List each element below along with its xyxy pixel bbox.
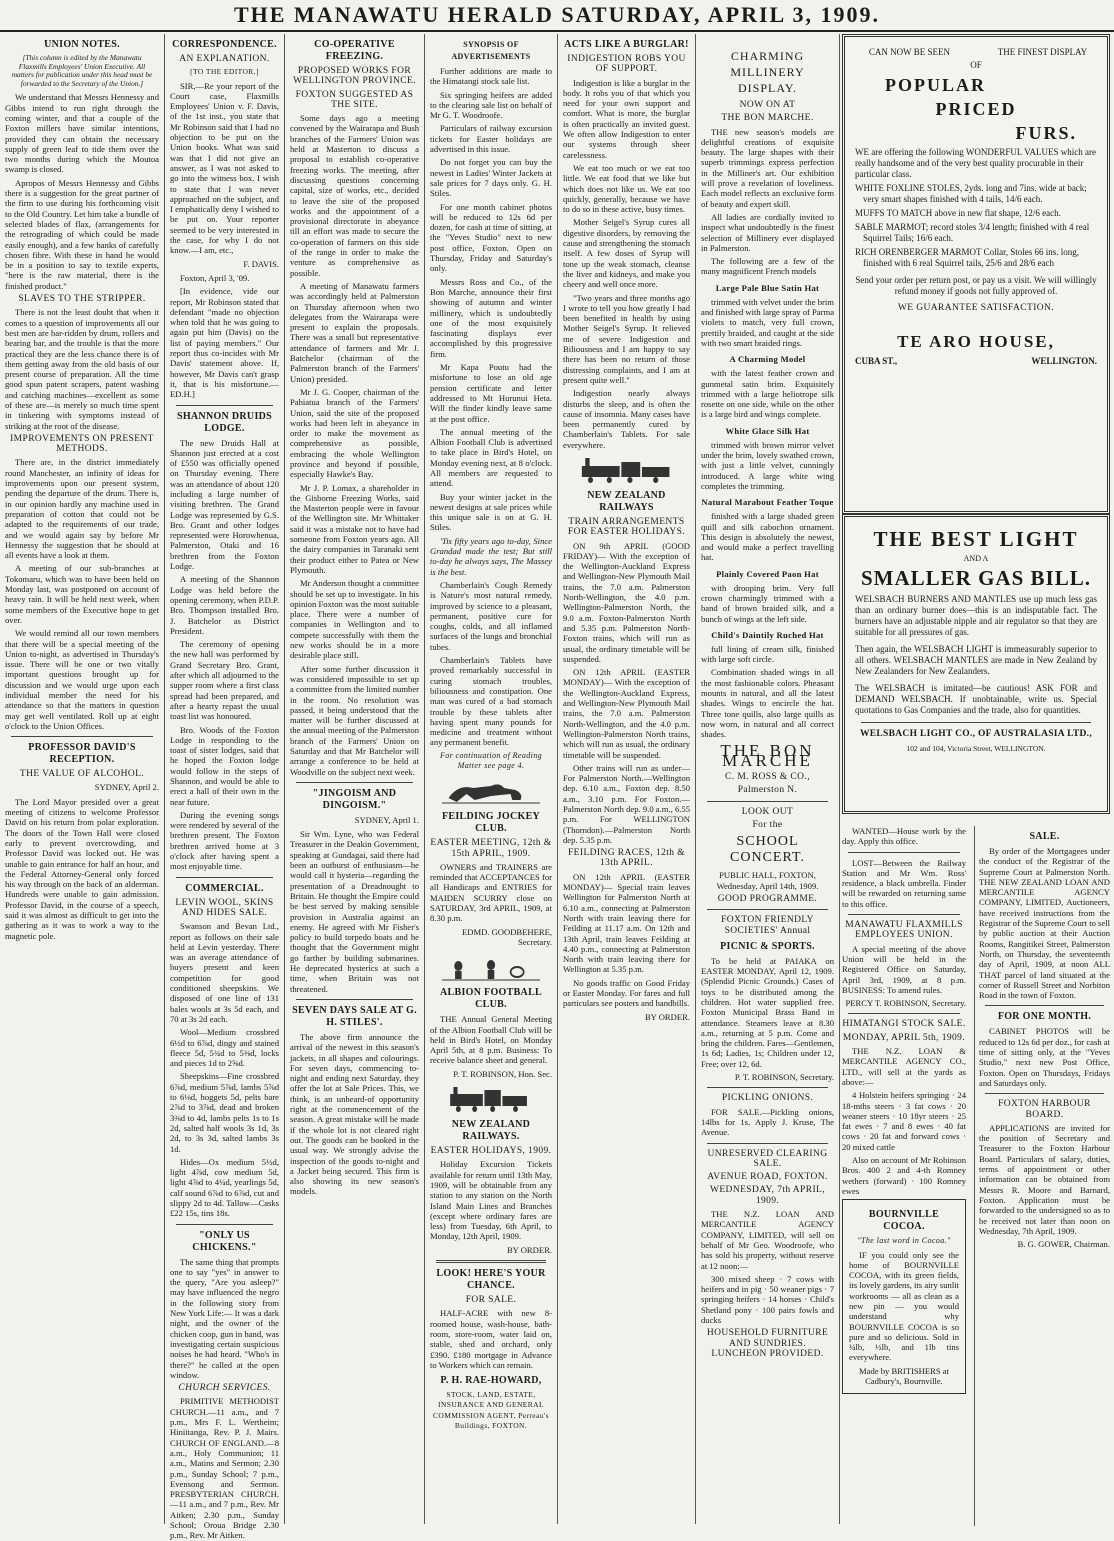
subheading: INDIGESTION ROBS YOU OF SUPPORT. xyxy=(567,54,686,75)
store-street: CUBA ST., xyxy=(855,356,898,366)
article-paragraph: Some days ago a meeting convened by the Wairarapa and Bush branches of the Farmers' Union was held at Masterton to discuss a proposal to establish co-operative freezing works. The meeting, after discussing questions concerning capital, size of works, etc., decided to leave the site of the proposed works and the appointment of a provisional directorate in abeyance till an effort was made to secure the co-operation of farmers on this side of the range in order to make the venture as comprehensive as possible. xyxy=(290,113,419,278)
article-paragraph: The ceremony of opening the new hall was performed by Grand Secretary Bro. Grant, after which all adjourned to the supper room where a first class spread had been prepared, and after a hearty repast the usual toast list was honoured. xyxy=(170,639,279,722)
ad-paragraph: Holiday Excursion Tickets available for return until 13th May, 1909, will be obtainable from any station to any station on the North Island Main Lines and Branches (except where ordinary fares are less) from Tuesday, 6th April, to Monday, 12th April, 1909. xyxy=(430,1159,552,1242)
subheading: EASTER HOLIDAYS, 1909. xyxy=(430,1146,552,1157)
subheading: GOOD PROGRAMME. xyxy=(717,893,818,904)
ad-paragraph: Send your order per return post, or pay us a visit. We will willingly refund money if goods not fully approved of. xyxy=(855,275,1097,296)
subheading: MONDAY, APRIL 5th, 1909. xyxy=(842,1032,966,1043)
article-paragraph: Swanson and Bevan Ltd., report as follows on their sale held at Levin yesterday. There was an average attendance of buyers present and keen competition for good conditioned sheepskins. We disposed of one line of 131 bales wools at 3s 5d each, and 70 at 3s 2d each. xyxy=(170,921,279,1024)
harbour-board-heading: FOXTON HARBOUR BOARD. xyxy=(998,1099,1091,1120)
company-address: 102 and 104, Victoria Street, WELLINGTON. xyxy=(906,744,1046,753)
classified-ad: WANTED—House work by the day. Apply this office. xyxy=(842,826,966,847)
ad-paragraph: PUBLIC HALL, FOXTON, Wednesday, April 14th, 1909. xyxy=(716,870,819,891)
hat-description: finished with a large shaded green quill and silk cabochon ornament. This design is absolutely the newest, and would make a perfect travelling hat. xyxy=(701,511,834,563)
ad-list: 300 mixed sheep · 7 cows with heifers and in pig · 50 weaner pigs · 7 springing heifers · 14 horses · Child's Shetland pony · 100 pairs fowls and ducks xyxy=(701,1273,834,1326)
subheading: AVENUE ROAD, FOXTON. xyxy=(707,1172,828,1183)
article-paragraph: PRIMITIVE METHODIST CHURCH.—11 a.m., and 7 p.m., Mrs F. L. Wertheim; Hiniitanga, Rev. P. J. Mairs. CHURCH OF ENGLAND.—8 a.m., Holy Communion; 11 a.m., Matins and Sermon; 2.30 p.m., Sunday School; 7 p.m., Evensong and Sermon. PRESBYTERIAN CHURCH.—11 a.m., and 7 p.m., Rev. Mr Aitken; 2.30 p.m., Sunday School; Oroua Bridge 2.30 p.m., Rev. Mr Aitken. xyxy=(170,1396,279,1541)
article-paragraph: The new Druids Hall at Shannon just erected at a cost of £550 was officially opened on Thursday evening. There was an attendance of about 120 including a large number of visiting brethren. The Grand Lodge was represented by G.S. Bro. Grant and other lodges represented were Horowhenua, Palmerston, Otaki and 16 brethren from the Foxton Lodge. xyxy=(170,437,279,572)
ad-signature: B. G. GOWER, Chairman. xyxy=(1017,1239,1110,1250)
correspondence-heading: CORRESPONDENCE. xyxy=(172,39,277,50)
divider xyxy=(707,1087,828,1088)
subheading: THE VALUE OF ALCOHOL. xyxy=(19,769,145,780)
ad-signature: EDMD. GOODBEHERE, Secretary. xyxy=(462,926,552,947)
hat-description: with drooping brim. Very full crown charmingly trimmed with a band of brown braided silk, and a bunch of wings at the left side. xyxy=(701,582,834,624)
synopsis-item: Six springing heifers are added to the clearing sale list on behalf of Mr G. T. Woodroofe. xyxy=(430,89,552,121)
synopsis-item: Buy your winter jacket in the newest designs at sale prices while this unique sale is on at G. H. Stiles. xyxy=(430,491,552,533)
article-paragraph: The above firm announce the arrival of the newest in this season's jackets, in all shapes and colourings. For seven days, commencing to-night and ending next Saturday, they offer the lot at Sale Prices. This, we think, is an unheard-of opportunity right at the commencement of the season. A great mistake will be made if the whole lot is not cleared right out. The goods can be booked in the usual way. We strongly advise the inspection of the goods to-night and a Jacket being secured. This firm is also showing its new season's models. xyxy=(290,1031,419,1197)
te-aro-house: TE ARO HOUSE, xyxy=(897,332,1055,351)
poem: 'Tis fifty years ago to-day, Since Grandad made the test; But still to-day he always says, The Massey is the best. xyxy=(430,535,552,577)
ad-paragraph: The WELSBACH is imitated—be cautious! ASK FOR and DEMAND WELSBACH. If unobtainable, write us. Special quotations to Gas Companies and the trade, also for quantities. xyxy=(855,683,1097,715)
article-paragraph: A meeting of our sub-branches at Tokomaru, which was to have been held on Monday last, was postponed on account of heavy rain. It will be held next week, when some members of the Executive hope to get over. xyxy=(5,563,159,625)
jingoism-heading: "JINGOISM AND DINGOISM." xyxy=(312,787,397,811)
school-concert-heading: SCHOOL CONCERT. xyxy=(730,834,805,866)
ad-paragraph: ON 12th APRIL (EASTER MONDAY)— With the exception of the Wellington-Auckland Express, and Wellington-New Plymouth Mail trains, the 7.0 a.m. Palmerston North-Wellington, and the 4.0 p.m. Wellington-Palmerston North trains, which will run as usual, the ordinary timetable will be suspended. xyxy=(563,667,690,760)
ad-signature: P. T. ROBINSON, Secretary. xyxy=(734,1072,834,1083)
hat-description: full lining of cream silk, finished with large soft circle. xyxy=(701,643,834,665)
column-4 xyxy=(425,34,557,1524)
divider xyxy=(848,1013,960,1014)
bournville-slogan: "The last word in Cocoa." xyxy=(857,1236,951,1246)
clearing-sale-heading: UNRESERVED CLEARING SALE. xyxy=(707,1148,828,1169)
fur-item: RICH ORENBERGER MARMOT Collar, Stoles 66 ins. long, finished with 6 real Squirrel tails, 25/6 and 28/6 each xyxy=(855,247,1079,268)
divider xyxy=(707,909,828,910)
subheading: HOUSEHOLD FURNITURE AND SUNDRIES. LUNCHEON PROVIDED. xyxy=(706,1328,829,1359)
furs-advertisement xyxy=(842,34,1110,514)
pickling-heading: PICKLING ONIONS. xyxy=(721,1093,814,1104)
feilding-jockey-heading: FEILDING JOCKEY CLUB. xyxy=(441,811,541,835)
union-heading: MANAWATU FLAXMILLS EMPLOYEES UNION. xyxy=(845,920,963,941)
divider xyxy=(11,736,153,737)
ad-label: CAN NOW BE SEEN xyxy=(868,47,950,57)
synopsis-item: Chamberlain's Tablets have proved remarkably successful in curing stomach troubles, biliousness and constipation. One man was cured of a bad stomach trouble by these tablets after having spent many pounds for medicine and treatment without any permanent benefit. xyxy=(430,655,552,748)
synopsis-item: For one month cabinet photos will be reduced to 12s 6d per dozen, for cash at time of sitting, at the "Yeves Studio" next to new post office, Foxton. Open on Thursday, Friday and Saturday's only. xyxy=(430,201,552,274)
agent-name: P. H. RAE-HOWARD, xyxy=(440,1375,542,1387)
himatangi-heading: HIMATANGI STOCK SALE. xyxy=(842,1019,966,1030)
ad-paragraph: ON 9th APRIL (GOOD FRIDAY)— With the exception of the Wellington-Auckland Express and Wellington-New Plymouth Mail trains, the 7.0 a.m. Palmerston North-Wellington, the 4.0 p.m. Wellington-Palmerston North, the 9.0 a.m. Foxton-Palmerston North and 5.35 p.m. Palmerston North-Foxton trains, which will run as usual, the ordinary timetable will be suspended. xyxy=(563,540,690,664)
ad-label: AND A xyxy=(963,554,989,563)
subheading: NOW ON AT xyxy=(739,100,796,110)
priced-heading: PRICED xyxy=(935,99,1017,119)
welsbach-advertisement xyxy=(842,514,1110,814)
divider xyxy=(861,722,1091,723)
ad-paragraph: WE are offering the following WONDERFUL VALUES which are really handsome and of the very best quality procurable in their particular class. xyxy=(855,147,1096,179)
divider xyxy=(296,999,413,1000)
column-7b xyxy=(974,826,1110,1526)
letter-signature: F. DAVIS. xyxy=(243,258,279,269)
article-paragraph: After some further discussion it was considered impossible to set up a committee from the limited number in the room. No resolution was passed, it being understood that the matter will be further discussed at the annual meeting of the Palmerston branch of the Farmers' Union on Saturday and that Mr Batchelor will arrange a conference to be held at Woodville on the subject next week. xyxy=(290,663,419,777)
ad-paragraph: Mother Seigel's Syrup cures all digestive disorders, by removing the cause and strengthening the stomach itself. A few doses of Syrup will tone up the weak stomach, cleanse the liver and kidneys, and make you cheery and well once more. xyxy=(563,217,690,290)
company-name: WELSBACH LIGHT CO., OF AUSTRALASIA LTD., xyxy=(859,729,1093,739)
bon-marche-logo: THE BON MARCHE xyxy=(720,740,815,770)
article-paragraph: A meeting of the Shannon Lodge was held before the opening ceremony, when P.D.P. Bro. Thompson installed Bro. J. Batchelor as District President. xyxy=(170,574,279,636)
chickens-heading: "ONLY US CHICKENS." xyxy=(192,1229,257,1253)
furs-heading: FURS. xyxy=(1015,123,1077,143)
ad-paragraph: Indigestion is like a burglar in the body. It robs you of that which you need for your own support and comfort. What is more, the burglar is often practically an invited guest. We often allow Indigestion to enter our systems through sheer carelessness. xyxy=(563,77,690,160)
ad-list: Also on account of Mr Robinson Bros. 400 2 and 4-th Romney wethers (forward) · 100 Romney ewes xyxy=(842,1155,966,1196)
ad-paragraph: Indigestion nearly always disturbs the sleep, and is often the cause of insomnia. Many cases have been permanently cured by Chamberlain's Tablets. For sale everywhere. xyxy=(563,388,690,450)
subheading: FOXTON FRIENDLY SOCIETIES' Annual xyxy=(721,915,814,936)
ad-paragraph: FOR SALE.—Pickling onions, 14lbs for 1s. Apply J. Kruse, The Avenue. xyxy=(701,1106,834,1138)
letter-paragraph: SIR,—Re your report of the Court case, Flaxmills Employees' Union v. F. Davis, of the 1st inst., you state that Mr Robinson said that I had no objection to be put on the Union books. What was said was that I did not give an answer, as I was not asked to go into the witness box. I wish to state that I was never approached on the subject, and I emphatically deny I wished to be put on. Your reporter seemed to be very interested in the case, for why I do not know.—I am, etc., xyxy=(170,80,279,256)
article-paragraph: Sheepskins—Fine crossbred 6⅞d, medium 5⅞d, lambs 5⅞d to 6⅛d, hoggets 5d, pelts bare 2⅞d to 3⅞d, dead and broken 3⅜d to 4d, lambs pelts 1s to 1s 2d, salted half wools 3s 1d, 3s 2d, to 3s 3d, salted lambs 3s 1d. xyxy=(170,1071,279,1154)
bournville-advertisement xyxy=(842,1199,966,1394)
dateline: SYDNEY, April 1. xyxy=(354,814,419,825)
subheading: FOXTON SUGGESTED AS THE SITE. xyxy=(295,89,414,110)
sale-heading: SALE. xyxy=(1029,831,1060,842)
synopsis-item: Messrs Ross and Co., of the Bon Marche, announce their first showing of autumn and winter millinery, which is undoubtedly one of the most exquisitely fascinating displays ever accomplished by this progressive firm. xyxy=(430,276,552,359)
divider xyxy=(707,801,828,802)
to-editor: [TO THE EDITOR.] xyxy=(190,67,259,77)
dateline: SYDNEY, April 2. xyxy=(94,782,159,793)
ad-list: 4 Holstein heifers springing · 24 18-mths steers · 3 fat cows · 20 weaner steers · 10 18yr steers · 25 fat ewes · 7 and 8 ewes · 40 fat cows · 20 fat and forward cows · 20 mixed cattle xyxy=(842,1090,966,1152)
column-rule xyxy=(839,34,840,1524)
article-paragraph: The Lord Mayor presided over a great meeting of citizens to welcome Professor David on his return from polar exploration. The doors of the Town Hall were closed early to prevent overcrowding, and Professor David was locked out. He was unable to gain entrance for half an hour, and the Federal Attorney-General only forced his way through on the back of an alderman. Hundreds were unable to gain admission. Professor David, in the course of a speech, said it was almost as difficult to get into the gathering as it was to work a way to the magnetic pole. xyxy=(5,796,159,941)
article-paragraph: We would remind all our town members that there will be a special meeting of the Union to-night, as advertised in Thursday's issue. There will be one or two vitally important questions brought up for discussion and we would urge upon each individual member the need for his attendance so that the matters in question may get well ventilated. Roll up at eight o'clock to the Union Offices. xyxy=(5,628,159,731)
divider xyxy=(436,1260,546,1263)
letter-date: Foxton, April 3, '09. xyxy=(180,272,250,283)
store-name: C. M. ROSS & CO., xyxy=(725,772,810,783)
article-paragraph: During the evening songs were rendered by several of the brethren present. The Foxton brethren arrived home at 3 o'clock after having spent a most enjoyable time. xyxy=(170,809,279,872)
synopsis-item: Chamberlain's Cough Remedy is Nature's most natural remedy, improved by science to a pleasant, permanent, positive cure for coughs, colds, and all inflamed surfaces of the lungs and bronchial tubes. xyxy=(430,579,552,652)
ad-paragraph: WELSBACH BURNERS AND MANTLES use up much less gas than an ordinary burner does—this is an indisputable fact. The burners have an adjustable nipple and air regulator so that they are suitable for all pressures of gas. xyxy=(855,594,1097,637)
ad-label: THE FINEST DISPLAY xyxy=(997,47,1088,57)
classified-ad: LOST—Between the Railway Station and Mr Wm. Ross' residence, a black umbrella. Finder will be rewarded on returning same to this office. xyxy=(842,857,966,909)
hat-title: White Glace Silk Hat xyxy=(725,425,810,436)
popular-heading: POPULAR xyxy=(885,75,986,95)
hat-title: Plainly Covered Paon Hat xyxy=(716,568,819,579)
article-paragraph: Bro. Woods of the Foxton Lodge in responding to the toast of sister lodges, said that he hoped the Foxton lodge would follow in the steps of Shannon, and would be able to erect a hall of their own in the near future. xyxy=(170,724,279,807)
article-paragraph: There is not the least doubt that when it comes to a question of improvements all our best men are bar-ridden by drum, rollers and bearing bar, and the trouble is that the more practical they are the less chance there is of them getting away from the old basis of our present course of preparation. All the time good spun patent scrapers, patent washing and catching machines—excellent as some of these are—is merely so much time spent in tinkering with symptoms instead of striking at the root of the disease. xyxy=(5,307,159,431)
store-city: WELLINGTON. xyxy=(1031,356,1097,366)
ad-paragraph: THE Annual General Meeting of the Albion Football Club will be held in Bird's Hotel, on Monday April 5th, at 8 p.m. Business: To receive balance sheet and general. xyxy=(430,1014,552,1066)
ad-paragraph: APPLICATIONS are invited for the position of Secretary and Treasurer to the Foxton Harbour Board. Particulars of salary, duties, terms of appointment or other information can be obtained from Messrs R. Moore and Barnard, Foxton. Application must be forwarded to the undersigned so as to be received not later than noon on Wednesday, 7th April, 1909. xyxy=(979,1122,1110,1236)
synopsis-item: Do not forget you can buy the newest in Ladies' Winter Jackets at sale prices for 7 days only. G. H. Stiles. xyxy=(430,157,552,199)
ad-paragraph: The following are a few of the many magnificent French models xyxy=(701,256,834,277)
ad-paragraph: Then again, the WELSBACH LIGHT is immeasurably superior to all others. WELSBACH MANTLES are made in New Zealand by New Zealanders for New Zealanders. xyxy=(855,644,1097,676)
football-illustration xyxy=(442,952,540,982)
ad-paragraph: Made by BRITISHERS at Cadbury's, Bournville. xyxy=(859,1365,949,1387)
article-paragraph: We understand that Messrs Hennessy and Gibbs intend to run right through the coming winter, and that a couple of the Foxton millers have similar intentions, provided they can obtain the necessary supply of green leaf to tide them over the two months during which the Moutoa swamp is closed. xyxy=(5,92,159,175)
best-light-heading: THE BEST LIGHT xyxy=(873,527,1079,551)
ad-paragraph: "Two years and three months ago I wrote to tell you how greatly I had been benefited in health by using Mother Seigel's Syrup. It relieved me of severe Indigestion and Biliousness and I am happy to say there has been no return of those distressing complaints, and I am at present quite well." xyxy=(563,292,690,385)
synopsis-item: The annual meeting of the Albion Football Club is advertised to take place in Bird's Hotel, on Monday evening next, at 8 o'clock. All members are requested to attend. xyxy=(430,426,552,489)
article-paragraph: Wool—Medium crossbred 6½d to 6⅞d, dingy and stained fleece 5d, 5¾d to 5⅜d, locks and pieces 1d to 2⅝d. xyxy=(170,1027,279,1069)
divider xyxy=(848,914,960,915)
fur-item: MUFFS TO MATCH above in new flat shape, 12/6 each. xyxy=(855,208,1061,218)
racehorse-illustration xyxy=(442,776,540,806)
ad-paragraph: HALF-ACRE with new 8-roomed house, wash-house, bath-room, store-room, water laid on, stable, shed and orchard, only £390. £180 mortgage in Advance to Workers which can remain. xyxy=(430,1308,552,1370)
ad-paragraph: THE new season's models are delightful creations of exquisite beauty. The large shapes with their superb trimmings express perfection in the Milliner's art. Our exhibition will prove a revelation of loveliness. Each model reflects an exclusive form of beauty and expert skill. xyxy=(701,126,834,209)
synopsis-item: Mr Kapa Poutu had the misfortune to lose an old age pension certificate and letter addressed to Mt Hurunui Heta. Will the finder kindly leave same at the post office. xyxy=(430,362,552,424)
subheading: IMPROVEMENTS ON PRESENT METHODS. xyxy=(10,433,154,455)
column-6 xyxy=(696,34,839,1524)
ad-label: OF xyxy=(970,60,982,70)
nz-railways-heading: NEW ZEALAND RAILWAYS. xyxy=(451,1119,531,1143)
column-1 xyxy=(0,34,164,1524)
subheading: THE BON MARCHE. xyxy=(721,113,814,124)
divider xyxy=(848,852,960,853)
train-illustration xyxy=(442,1084,540,1114)
ad-signature: BY ORDER. xyxy=(506,1244,552,1255)
ad-signature: BY ORDER. xyxy=(644,1011,690,1022)
smaller-gas-bill-heading: SMALLER GAS BILL. xyxy=(861,566,1091,590)
ad-paragraph: IF you could only see the home of BOURNVILLE COCOA, with its green fields, its lovely gardens, its airy sunlit workrooms — all as clean as a new pin — you would understand why BOURNVILLE COCOA is so pure and so delicious. Sold in ¼lb, ½lb, and 1lb tins everywhere. xyxy=(849,1249,959,1363)
article-paragraph: Mr Anderson thought a committee should be set up to investigate. In his opinion Foxton was the most suitable place. There were a number of companies in Wellington and to compete successfully with them the new works should be in a more desirable place still. xyxy=(290,578,419,661)
look-heading: LOOK! HERE'S YOUR CHANCE. xyxy=(436,1268,546,1292)
divider xyxy=(985,1093,1104,1094)
fur-item: WHITE FOXLINE STOLES, 2yds. long and 7ins. wide at back; very smart shapes finished with 4 tails, 14/6 each. xyxy=(855,183,1087,204)
divider xyxy=(985,1005,1104,1006)
fur-item: SABLE MARMOT; record stoles 3/4 length; finished with 4 real Squirrel Tails; 16/6 each. xyxy=(855,222,1090,243)
article-paragraph: Sir Wm. Lyne, who was Federal Treasurer in the Deakin Government, speaking at Gundagai, said there had been an outburst of enthusiasm—he would call it hysteria—regarding the presentation of a Dreadnought to Britain. He thought the Empire could be best served by making sensible provision in Australia against an enemy. He agreed with Mr Fisher's policy to build torpedo boats and he thought that the Government might go farther by building submarines. He deprecated hysterics at such a time, when Britain was not threatened. xyxy=(290,829,419,994)
hat-title: Child's Daintily Ruched Hat xyxy=(711,629,824,640)
masthead-title: THE MANAWATU HERALD SATURDAY, APRIL 3, 1909. xyxy=(233,2,881,27)
hat-description: trimmed with velvet under the brim and finished with large spray of Parma violets to match, very full crown, prettily braided, and caught at the side with two smart braided rings. xyxy=(701,296,835,348)
subheading: FEILDING RACES, 12th & 13th APRIL. xyxy=(568,848,685,869)
hat-title: Natural Marabout Feather Toque xyxy=(701,497,834,508)
article-paragraph: A meeting of Manawatu farmers was accordingly held at Palmerston on Thursday afternoon when two delegates from the Wairarapa were present to explain the proposals. There was a small but representative attendance of farmers and Mr J. Batchelor (chairman of the Palmerston branch of the Farmers' Union) presided. xyxy=(290,280,419,384)
hat-title: A Charming Model xyxy=(729,354,806,365)
picnic-heading: PICNIC & SPORTS. xyxy=(720,940,815,952)
ad-paragraph: By order of the Mortgagees under the conduct of the Registrar of the Supreme Court at Palmerston North. THE NEW ZEALAND LOAN AND MERCANTILE AGENCY COMPANY, LIMITED, Auctioneers, have received instructions from the Registrar of the Supreme Court to sell by public auction at their Auction Rooms, Rangitikei Street, Palmerston North, on Thursday, the seventeenth day of April, 1909, at noon ALL THAT parcel of land situated at the corner of Russell Street and Norbiton Road in the town of Foxton. xyxy=(979,846,1110,1001)
continuation-note: For continuation of Reading Matter see page 4. xyxy=(439,750,543,770)
hat-description: trimmed with brown mirror velvet under the brim, lovely swathed crown, with just a little velvet, cunningly introduced. A large white wing completes the trimming. xyxy=(701,439,834,491)
ad-paragraph: THE N.Z. LOAN & MERCANTILE AGENCY CO., LTD., will sell at the yards as above:— xyxy=(842,1046,966,1087)
divider xyxy=(296,782,413,783)
hat-title: Large Pale Blue Satin Hat xyxy=(715,282,820,293)
commercial-heading: COMMERCIAL. xyxy=(185,882,264,894)
article-paragraph: Mr J. P. Lomax, a shareholder in the Gisborne Freezing Works, said the Masterton people were in favour of the Wellington site. Mr Whittaker said it was a mistake not to have had someone from Foxton years ago. All the dairy companies in Taranaki sent their product either to Patea or New Plymouth. xyxy=(290,482,419,575)
ad-paragraph: OWNERS and TRAINERS are reminded that ACCEPTANCES for all Handicaps and ENTRIES for MAIDEN SCURRY close on SATURDAY, 3rd APRIL, 1909, at 8.30 p.m. xyxy=(430,861,552,924)
hat-description: with the latest feather crown and gunmetal satin brim. Exquisitely trimmed with a large heliotrope silk rosette on one side, while on the other is a large bird and wings complete. xyxy=(701,368,834,420)
church-services-heading: CHURCH SERVICES. xyxy=(178,1383,271,1394)
ad-paragraph: THE N.Z. LOAN AND MERCANTILE AGENCY COMPANY, LIMITED, will sell on behalf of Mr Geo. Woodroofe, who has sold his property, without reserve at 12 noon:— xyxy=(701,1209,834,1271)
ad-paragraph: All ladies are cordially invited to inspect what undoubtedly is the finest selection of Millinery ever displayed in Palmerston. xyxy=(701,211,834,253)
ad-paragraph: CABINET PHOTOS will be reduced to 12s 6d per doz., for cash at time of sitting only, at the "Yeves Studio," next new Post Office, Foxton. Open on Thursdays, Fridays and Saturdays only. xyxy=(979,1026,1110,1088)
ad-paragraph: We eat too much or we eat too little. We eat food that we like but which does not like us. We eat too quickly, generally, because we have to do so in these active, busy times. xyxy=(563,162,690,215)
subheading: PROPOSED WORKS FOR WELLINGTON PROVINCE. xyxy=(293,66,416,87)
synopsis-item: Particulars of railway excursion tickets for Easter holidays are advertised in this issue. xyxy=(430,123,552,155)
union-notes-heading: UNION NOTES. xyxy=(44,39,120,50)
ad-paragraph: Other trains will run as under— For Palmerston North.—Wellington dep. 6.10 a.m., Foxton dep. 8.50 a.m., 3.10 p.m. For Foxton.—Palmerston North dep. 9.0 a.m., 6.55 p.m. For WELLINGTON (Thorndon).—Palmerston North dep. 5.35 p.m. xyxy=(563,762,690,845)
column-2 xyxy=(165,34,284,1541)
divider xyxy=(176,877,273,878)
ad-signature: PERCY T. ROBINSON, Secretary. xyxy=(845,998,966,1009)
article-paragraph: Hides—Ox medium 5½d, light 4⅞d, cow medium 5d, light 4⅞d to 4¼d, yearlings 5d, calf sound 6⅞d to 6⅞d, cut and slippy 2d to 4d. Tallow—Casks £22 15s, tins 18s. xyxy=(170,1156,279,1219)
agent-details: STOCK, LAND, ESTATE, INSURANCE AND GENERAL COMMISSION AGENT, Perreau's Buildings, FOXTON. xyxy=(433,1390,549,1430)
nz-railways-heading: NEW ZEALAND RAILWAYS xyxy=(587,489,666,513)
burglar-heading: ACTS LIKE A BURGLAR! xyxy=(564,39,689,50)
subheading: WEDNESDAY, 7th APRIL, 1909. xyxy=(709,1185,826,1206)
professor-david-heading: PROFESSOR DAVID'S RECEPTION. xyxy=(28,742,136,766)
ad-paragraph: A special meeting of the above Union will be held in the Registered Office on Saturday, April 3rd, 1909, at 8 p.m. BUSINESS: To amend rules. xyxy=(842,943,966,995)
union-note: [This column is edited by the Manawatu Flaxmills Employees' Union Executive. All matters for publication under this head must be forwarded to the Secretary of the Union.] xyxy=(11,53,153,88)
subheading: FOR SALE. xyxy=(465,1295,517,1306)
co-operative-freezing-heading: CO-OPERATIVE FREEZING. xyxy=(314,39,395,62)
article-paragraph: There are, in the district immediately round Manchester, an infinity of ideas for improvements upon our present system, pending the departure of the drum. There is, in our opinion hardly any machine used in preparation of cotton that could not be adapted to the requirements of our trade, and we would again say by before Mr Hennessy the suggestion that he should at all events have a look at them. xyxy=(5,457,159,561)
druids-heading: SHANNON DRUIDS LODGE. xyxy=(176,410,273,434)
editor-note: [In evidence, vide our report, Mr Robinson stated that defendant "made no objection when told that he was going to again put him (Davis) on the list of paying members." Our report thus co-incides with Mr Davis' statement above. If, however, Mr Davis can't grasp it, that is his misfortune.—ED.H.] xyxy=(170,286,279,400)
divider xyxy=(176,405,273,406)
subheading: TRAIN ARRANGEMENTS FOR EASTER HOLIDAYS. xyxy=(567,516,686,538)
store-city: Palmerston N. xyxy=(737,785,798,796)
subheading: LOOK OUT xyxy=(741,806,794,817)
article-paragraph: Apropos of Messrs Hennessy and Gibbs there is a suggestion for the great partner of the firm to use during his forthcoming visit to the Old Country. Let him take a bundle of selected blades of flax, (arrangements for the retrograding of which could be made easily enough), and a few hanks of carefully chosen fibre. With these in hand he would be in a position to say to textile experts, "here is the raw material, there is the finished product." xyxy=(5,177,159,291)
ad-paragraph: ON 12th APRIL (EASTER MONDAY)— Special train leaves Wellington for Palmerston North at 6.10 a.m., connecting at Palmerston North with train leaving there for Feilding at 11.17 a.m. On 12th and 13th April, train leaves Feilding at 4.40 p.m., connecting at Palmerston North with train leaving there for Wellington at 5.35 p.m. xyxy=(563,871,690,975)
subheading: EASTER MEETING, 12th & 15th APRIL, 1909. xyxy=(430,838,552,859)
divider xyxy=(707,1143,828,1144)
ad-paragraph: No goods traffic on Good Friday or Easter Monday. For fares and full particulars see posters and handbills. xyxy=(563,977,690,1009)
ad-paragraph: To be held at PAIAKA on EASTER MONDAY, April 12, 1909. (Splendid Picnic Grounds.) Cases of toys to be distributed among the children. Hot water supplied free. Foxton Municipal Brass Band in attendance. Steamers leave at 8.30 a.m., returning at 5 p.m. Come and bring the children. Fares—Gentlemen, 1s 6d; Ladies, 1s; Children under 12, Free; over 12, 6d. xyxy=(701,955,834,1069)
ad-signature: P. T. ROBINSON, Hon. Sec. xyxy=(453,1068,552,1079)
albion-football-heading: ALBION FOOTBALL CLUB. xyxy=(439,987,543,1011)
synopsis-item: Further additions are made to the Himatangi stock sale list. xyxy=(430,66,552,87)
synopsis-heading: SYNOPSIS OF ADVERTISEMENTS xyxy=(451,40,531,61)
masthead xyxy=(0,0,1114,32)
one-month-heading: FOR ONE MONTH. xyxy=(997,1011,1092,1023)
train-illustration xyxy=(575,455,678,485)
column-3 xyxy=(285,34,424,1524)
subheading: AN EXPLANATION. xyxy=(179,54,270,64)
article-paragraph: Mr J. G. Cooper, chairman of the Pahiatua branch of the Farmers' Union, said the site of the proposed works had been left in abeyance in order to make the movement as comprehensive as possible, embracing the whole Wellington province and beyond if possible, especially Hawke's Bay. xyxy=(290,386,419,480)
divider xyxy=(176,1224,273,1225)
seven-days-sale-heading: SEVEN DAYS SALE AT G. H. STILES'. xyxy=(292,1004,417,1028)
subheading: For the xyxy=(752,820,783,831)
bournville-heading: BOURNVILLE COCOA. xyxy=(868,1209,940,1233)
subheading: LEVIN WOOL, SKINS AND HIDES SALE. xyxy=(175,897,274,918)
column-7a xyxy=(842,826,970,1526)
guarantee: WE GUARANTEE SATISFACTION. xyxy=(897,303,1055,313)
column-5 xyxy=(558,34,695,1524)
article-paragraph: The same thing that prompts one to say "yes" in answer to the query, "Are you asleep?" may have influenced the negro in the following story from New York Life:— It was a dark night, and the owner of the chicken coop, gun in hand, was investigating certain suspicious noises he had heard. "Who's in there?" he called at the open window. xyxy=(170,1256,279,1380)
millinery-heading: CHARMING MILLINERY DISPLAY. xyxy=(730,49,805,95)
subheading: SLAVES TO THE STRIPPER. xyxy=(18,294,146,305)
ad-paragraph: Combination shaded wings in all the most fashionable colors. Pheasant mounts in natural, and all the latest shades. Wings to encircle the hat. Three tone quills, also large quills as now worn, in natural and all correct shades. xyxy=(701,667,834,740)
